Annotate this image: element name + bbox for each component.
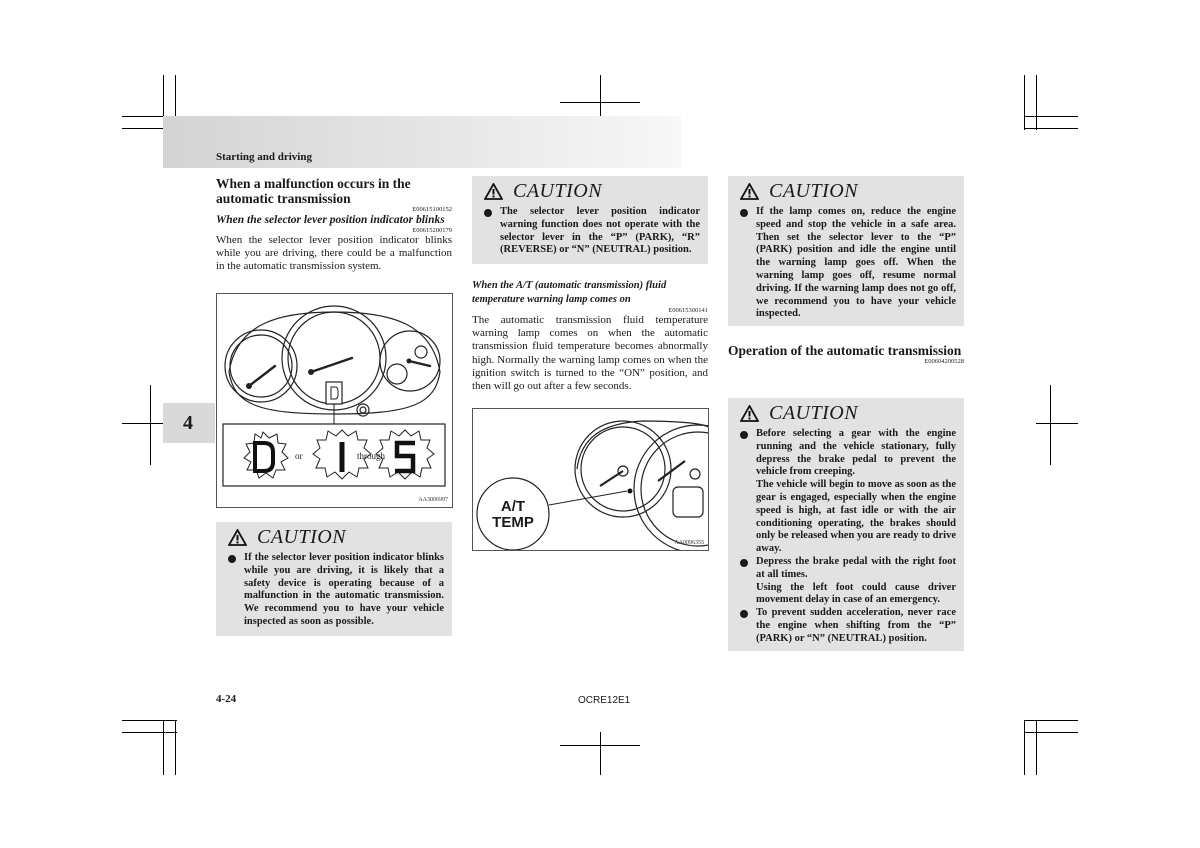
page-number: 4-24	[216, 693, 237, 705]
at-temp-label	[477, 499, 549, 531]
crop-mark	[1024, 720, 1078, 721]
left-column	[216, 176, 452, 274]
caution-box-middle	[472, 176, 708, 264]
heading-malfunction: When a malfunction occurs in the automatic transmission	[216, 176, 411, 206]
warning-triangle-icon	[228, 529, 247, 546]
caution-title: CAUTION	[769, 179, 859, 202]
caution-title: CAUTION	[513, 179, 603, 202]
crop-mark	[150, 385, 151, 465]
cluster-illustration	[217, 294, 452, 507]
warning-triangle-icon	[484, 183, 503, 200]
middle-column	[472, 279, 708, 393]
caution-item: The selector lever position indicator warning function does not operate with the selector lever in the “P” (PARK), “R” (REVERSE) or “N” (NEUTRAL) position.	[484, 206, 708, 257]
figure-label-or: or	[295, 451, 303, 461]
caution-header	[472, 176, 708, 206]
caution-item-text: Depress the brake pedal with the right foot at all times.	[756, 555, 956, 580]
section-title: Starting and driving	[216, 151, 312, 163]
caution-list	[728, 206, 964, 329]
caution-item-text: To prevent sudden acceleration, never race the engine when shifting from the “P” (PARK) or “N” (NEUTRAL) position.	[756, 607, 956, 644]
heading-operation: Operation of the automatic transmission	[728, 343, 962, 358]
subheading-at-temp: When the A/T (automatic transmission) fluid temperature warning lamp comes on	[472, 280, 667, 305]
at-temp-figure	[472, 408, 709, 551]
at-label-line1: A/T	[500, 498, 526, 515]
crop-mark	[1024, 128, 1078, 129]
crop-mark	[600, 732, 601, 775]
caution-header	[728, 176, 964, 206]
crop-mark	[163, 720, 164, 775]
crop-mark	[1050, 385, 1051, 465]
caution-list	[216, 552, 452, 637]
caution-item-extra: Using the left foot could cause driver movement delay in case of an emergency.	[756, 581, 956, 606]
doc-code: OCRE12E1	[578, 695, 631, 706]
caution-item	[740, 556, 964, 607]
figure-code: AA0096355	[674, 540, 704, 546]
caution-box-right-1	[728, 176, 964, 326]
crop-mark	[1024, 116, 1078, 117]
caution-box-right-2	[728, 398, 964, 651]
caution-list	[728, 428, 964, 654]
caution-item	[740, 428, 964, 556]
crop-mark	[1036, 720, 1037, 775]
crop-mark	[122, 732, 177, 733]
figure-label-through: through	[357, 451, 385, 461]
right-heading-block	[728, 343, 964, 365]
caution-title: CAUTION	[769, 401, 859, 424]
caution-item-text: Before selecting a gear with the engine running and the vehicle stationary, fully depress the brake pedal to prevent the vehicle from creeping.	[756, 428, 956, 478]
caution-list	[472, 206, 708, 265]
caution-item: If the lamp comes on, reduce the engine speed and stop the vehicle in a safe area. Then set the selector lever to the “P” (PARK) position and idle the engine until the warning lamp goes off. When the warning lamp goes off, resume normal driving. If the warning lamp does not go off, we recommend you to have your vehicle inspected.	[740, 206, 964, 321]
subheading-code: E00615200179	[412, 227, 452, 234]
caution-header	[728, 398, 964, 428]
caution-item	[740, 607, 964, 645]
warning-triangle-icon	[740, 405, 759, 422]
body-paragraph: The automatic transmission fluid temperature warning lamp comes on when the automatic transmission fluid temperature becomes abnormally high. Normally the warning lamp comes on when the ignition switch is turned to the “ON” position, and then will go out after a few seconds.	[472, 314, 708, 393]
subheading-code: E00615300141	[668, 307, 708, 314]
heading-code: E00604200528	[924, 358, 964, 365]
crop-mark	[1024, 732, 1078, 733]
caution-title: CAUTION	[257, 525, 347, 548]
crop-mark	[122, 720, 177, 721]
heading-code: E00615100152	[412, 206, 452, 213]
crop-mark	[175, 720, 176, 775]
caution-box-left	[216, 522, 452, 636]
body-paragraph: When the selector lever position indicator blinks while you are driving, there could be a malfunction in the automatic transmission system.	[216, 234, 452, 273]
crop-mark	[1024, 720, 1025, 775]
caution-item: If the selector lever position indicator blinks while you are driving, it is likely that a safety device is operating because of a malfunction in the automatic transmission. We recommend you to have your vehicle inspected as soon as possible.	[228, 552, 452, 629]
instrument-cluster-figure	[216, 293, 453, 508]
crop-mark	[1036, 75, 1037, 130]
warning-triangle-icon	[740, 183, 759, 200]
caution-item-extra: The vehicle will begin to move as soon as the gear is engaged, especially when the engine speed is high, at fast idle or with the air conditioning operating, the brakes should only be released when you are ready to drive away.	[756, 479, 956, 555]
caution-header	[216, 522, 452, 552]
chapter-tab: 4	[163, 403, 215, 443]
crop-mark	[1024, 75, 1025, 130]
figure-code: AA3006997	[418, 497, 448, 503]
subheading-indicator-blinks: When the selector lever position indicator blinks	[216, 214, 445, 226]
crop-mark	[1036, 423, 1078, 424]
at-label-line2: TEMP	[492, 514, 534, 531]
